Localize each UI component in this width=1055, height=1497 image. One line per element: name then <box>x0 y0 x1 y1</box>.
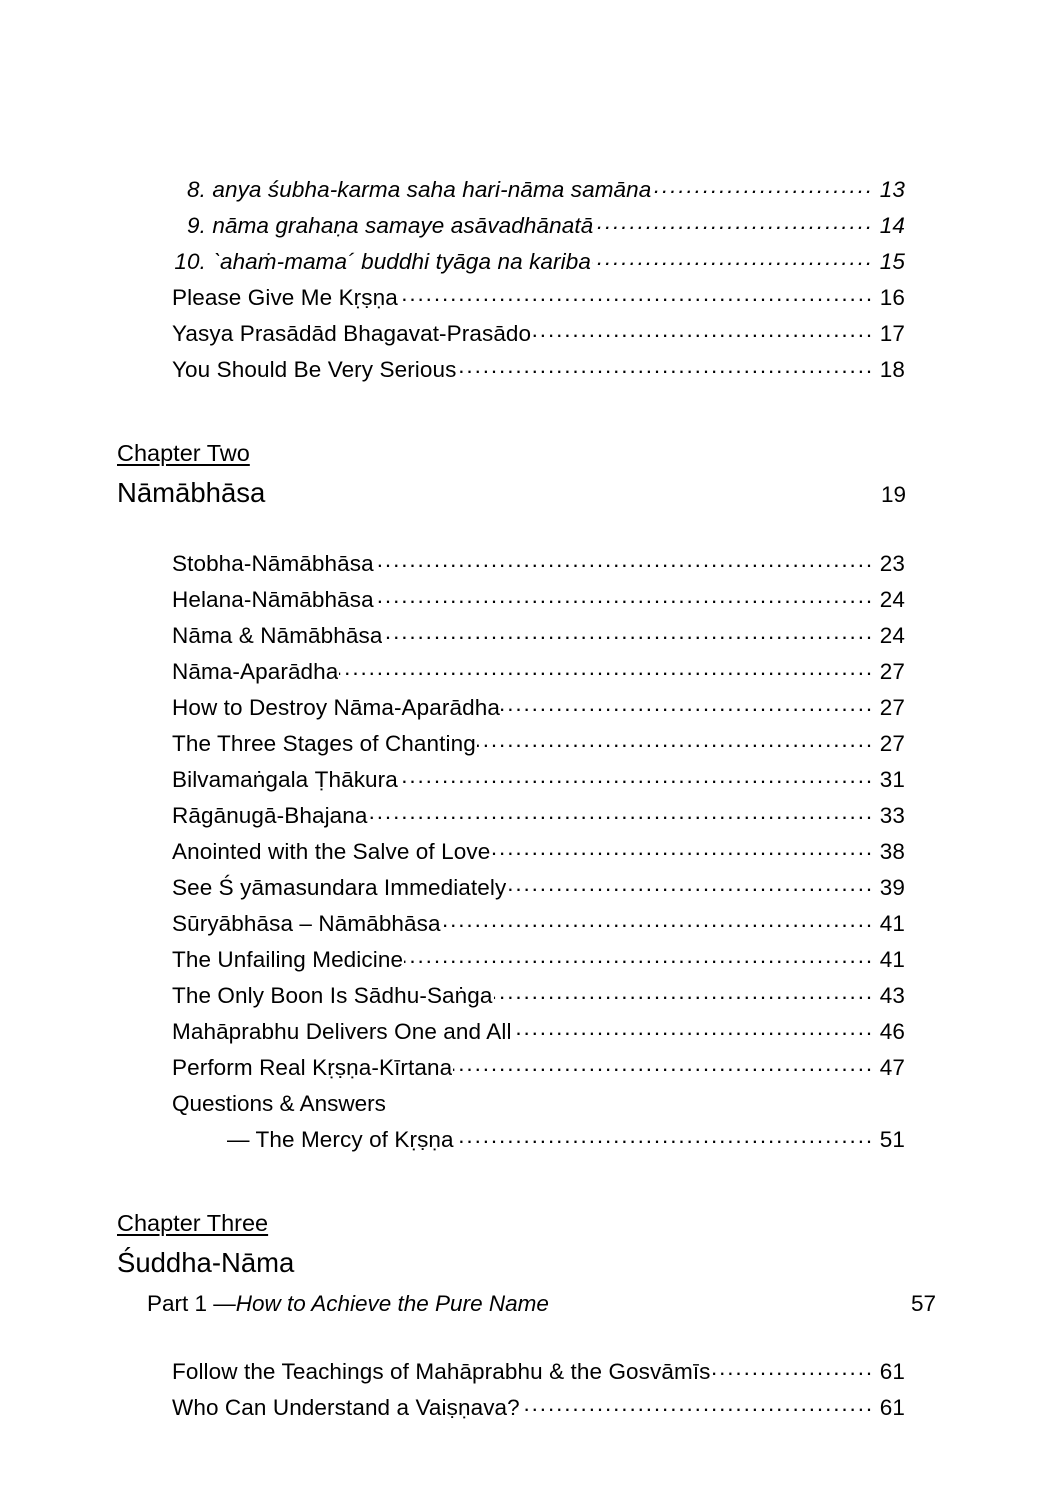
toc-entry-row[interactable] <box>172 280 905 316</box>
toc-entry-row[interactable] <box>172 352 905 388</box>
toc-entry-title <box>172 244 591 280</box>
part-label: Part 1 — <box>147 1291 236 1316</box>
toc-entry-title: Nāma & Nāmābhāsa <box>172 623 383 648</box>
toc-entry-row[interactable] <box>172 798 905 834</box>
toc-numbered-row[interactable] <box>172 172 905 208</box>
dot-leader <box>404 945 874 968</box>
toc-page-number: 41 <box>879 911 905 936</box>
toc-page-number: 27 <box>879 731 905 756</box>
toc-entry-row[interactable] <box>172 1390 905 1426</box>
dot-leader <box>712 1357 874 1380</box>
toc-entry-title: — The Mercy of Kṛṣṇa <box>227 1127 454 1152</box>
toc-entry-row[interactable] <box>172 834 905 870</box>
toc-entry-title: Sūryābhāsa – Nāmābhāsa <box>172 911 441 936</box>
toc-entry-number: 8. <box>187 177 206 202</box>
dot-leader <box>383 621 874 644</box>
toc-entry-title: Rāgānugā-Bhajana <box>172 803 368 828</box>
toc-numbered-row[interactable] <box>172 244 905 280</box>
toc-page-number: 38 <box>879 839 905 864</box>
toc-entry-title: Bilvamaṅgala Ṭhākura <box>172 767 398 792</box>
toc-entry-title: Please Give Me Kṛṣṇa <box>172 285 398 310</box>
toc-entry-row[interactable] <box>172 690 905 726</box>
toc-page-number: 31 <box>879 767 905 792</box>
toc-entry-row[interactable] <box>172 1354 905 1390</box>
dot-leader <box>652 175 874 198</box>
toc-entry-title: Mahāprabhu Delivers One and All <box>172 1019 512 1044</box>
toc-entry-row[interactable] <box>172 1014 905 1050</box>
chapter-two-label: Chapter Two <box>117 440 250 466</box>
chapter-three-label-wrap <box>117 1204 915 1242</box>
part-page-number: 57 <box>910 1291 936 1316</box>
toc-entry-title: Yasya Prasādād Bhagavat-Prasādo <box>172 321 532 346</box>
toc-entry-text: nāma grahaṇa samaye asāvadhānatā <box>212 213 594 238</box>
toc-entry-title: Who Can Understand a Vaiṣṇava? <box>172 1395 520 1420</box>
toc-entry-title: Anointed with the Salve of Love <box>172 839 491 864</box>
toc-entry-row[interactable] <box>172 942 905 978</box>
chapter-three-block <box>117 1204 936 1324</box>
toc-entry-title: The Three Stages of Chanting <box>172 731 476 756</box>
toc-entry-row[interactable] <box>227 1122 905 1158</box>
section-spacer <box>117 1158 915 1204</box>
toc-entry-row[interactable] <box>172 582 905 618</box>
section-spacer <box>117 388 915 434</box>
toc-page-number: 18 <box>879 357 905 382</box>
toc-entry-title: Helana-Nāmābhāsa <box>172 587 374 612</box>
dot-leader <box>513 1017 874 1040</box>
dot-leader <box>507 873 874 896</box>
toc-page-number: 46 <box>879 1019 905 1044</box>
toc-page-number: 43 <box>879 983 905 1008</box>
toc-entry-row[interactable] <box>172 906 905 942</box>
dot-leader <box>455 1125 874 1148</box>
toc-entry-row[interactable] <box>172 870 905 906</box>
numbered-entries-group <box>117 172 915 280</box>
toc-page-number: 51 <box>879 1127 905 1152</box>
top-entries-group <box>117 280 915 388</box>
toc-page-number: 24 <box>879 587 905 612</box>
chapter-three-title: Śuddha-Nāma <box>117 1247 295 1278</box>
chapter-three-list-spacer <box>117 1324 915 1354</box>
chapter-two-page-number: 19 <box>880 482 906 507</box>
toc-page-number: 41 <box>879 947 905 972</box>
dot-leader <box>477 729 874 752</box>
dot-leader <box>399 283 874 306</box>
toc-entry-title: Nāma-Aparādha <box>172 659 339 684</box>
toc-entry-title: You Should Be Very Serious <box>172 357 457 382</box>
chapter-two-list-spacer <box>117 516 915 546</box>
toc-entry-row[interactable] <box>172 726 905 762</box>
toc-entry-title <box>172 172 651 208</box>
toc-page-number: 16 <box>879 285 905 310</box>
dot-leader <box>442 909 874 932</box>
dot-leader <box>369 801 874 824</box>
dot-leader <box>594 211 874 234</box>
toc-entry-title: See Ś yāmasundara Immediately <box>172 875 507 900</box>
dot-leader <box>494 981 874 1004</box>
chapter-two-entries <box>117 546 915 1158</box>
toc-page-number: 24 <box>879 623 905 648</box>
dot-leader <box>491 837 874 860</box>
toc-entry-row[interactable] <box>172 762 905 798</box>
toc-entry-title: The Unfailing Medicine <box>172 947 404 972</box>
toc-entry-row[interactable] <box>172 546 905 582</box>
toc-entry-title: How to Destroy Nāma-Aparādha <box>172 695 500 720</box>
toc-page-number: 27 <box>879 659 905 684</box>
toc-entry-text: anya śubha-karma saha hari-nāma samāna <box>212 177 652 202</box>
toc-page-number: 23 <box>879 551 905 576</box>
toc-page-number: 13 <box>879 177 905 202</box>
toc-entry-number: 9. <box>187 213 206 238</box>
toc-entry-title: Follow the Teachings of Mahāprabhu & the Gosvāmīs <box>172 1359 711 1384</box>
toc-page-number: 14 <box>879 213 905 238</box>
chapter-two-title-row[interactable] <box>117 472 906 516</box>
toc-page-number: 39 <box>879 875 905 900</box>
dot-leader <box>339 657 874 680</box>
toc-entry-row[interactable] <box>172 1050 905 1086</box>
chapter-three-label: Chapter Three <box>117 1210 269 1236</box>
toc-entry-row[interactable] <box>172 654 905 690</box>
toc-entry-text: ˋahaṁ-mama´ buddhi tyāga na kariba <box>212 249 591 274</box>
toc-numbered-row[interactable] <box>172 208 905 244</box>
dot-leader <box>375 549 874 572</box>
toc-entry-title: The Only Boon Is Sādhu-Saṅga <box>172 983 493 1008</box>
toc-entry-row[interactable] <box>172 978 905 1014</box>
chapter-two-label-wrap <box>117 434 915 472</box>
chapter-three-part-row[interactable] <box>147 1284 936 1324</box>
dot-leader <box>521 1393 874 1416</box>
toc-page-number: 61 <box>879 1395 905 1420</box>
toc-page-number: 33 <box>879 803 905 828</box>
dot-leader <box>399 765 874 788</box>
dot-leader <box>453 1053 874 1076</box>
chapter-three-entries <box>117 1354 915 1426</box>
part-title: How to Achieve the Pure Name <box>235 1291 549 1316</box>
toc-entry-row[interactable] <box>172 316 905 352</box>
toc-entry-number: 10. <box>174 249 206 274</box>
chapter-two-block <box>117 434 915 516</box>
chapter-two-title: Nāmābhāsa <box>117 477 266 508</box>
toc-page-number: 61 <box>879 1359 905 1384</box>
dot-leader <box>375 585 874 608</box>
dot-leader <box>592 247 874 270</box>
toc-entry-title: Perform Real Kṛṣṇa-Kīrtana <box>172 1055 453 1080</box>
dot-leader <box>501 693 874 716</box>
toc-entry-title: Stobha-Nāmābhāsa <box>172 551 374 576</box>
toc-entry-row[interactable] <box>172 618 905 654</box>
toc-entry-title <box>172 208 593 244</box>
toc-page-number: 27 <box>879 695 905 720</box>
toc-page-number: 17 <box>879 321 905 346</box>
dot-leader <box>532 319 874 342</box>
toc-page-number: 47 <box>879 1055 905 1080</box>
toc-group-heading-questions-answers: Questions & Answers <box>172 1091 386 1116</box>
dot-leader <box>457 355 874 378</box>
toc-page-number: 15 <box>879 249 905 274</box>
chapter-three-title-row[interactable] <box>117 1242 906 1284</box>
